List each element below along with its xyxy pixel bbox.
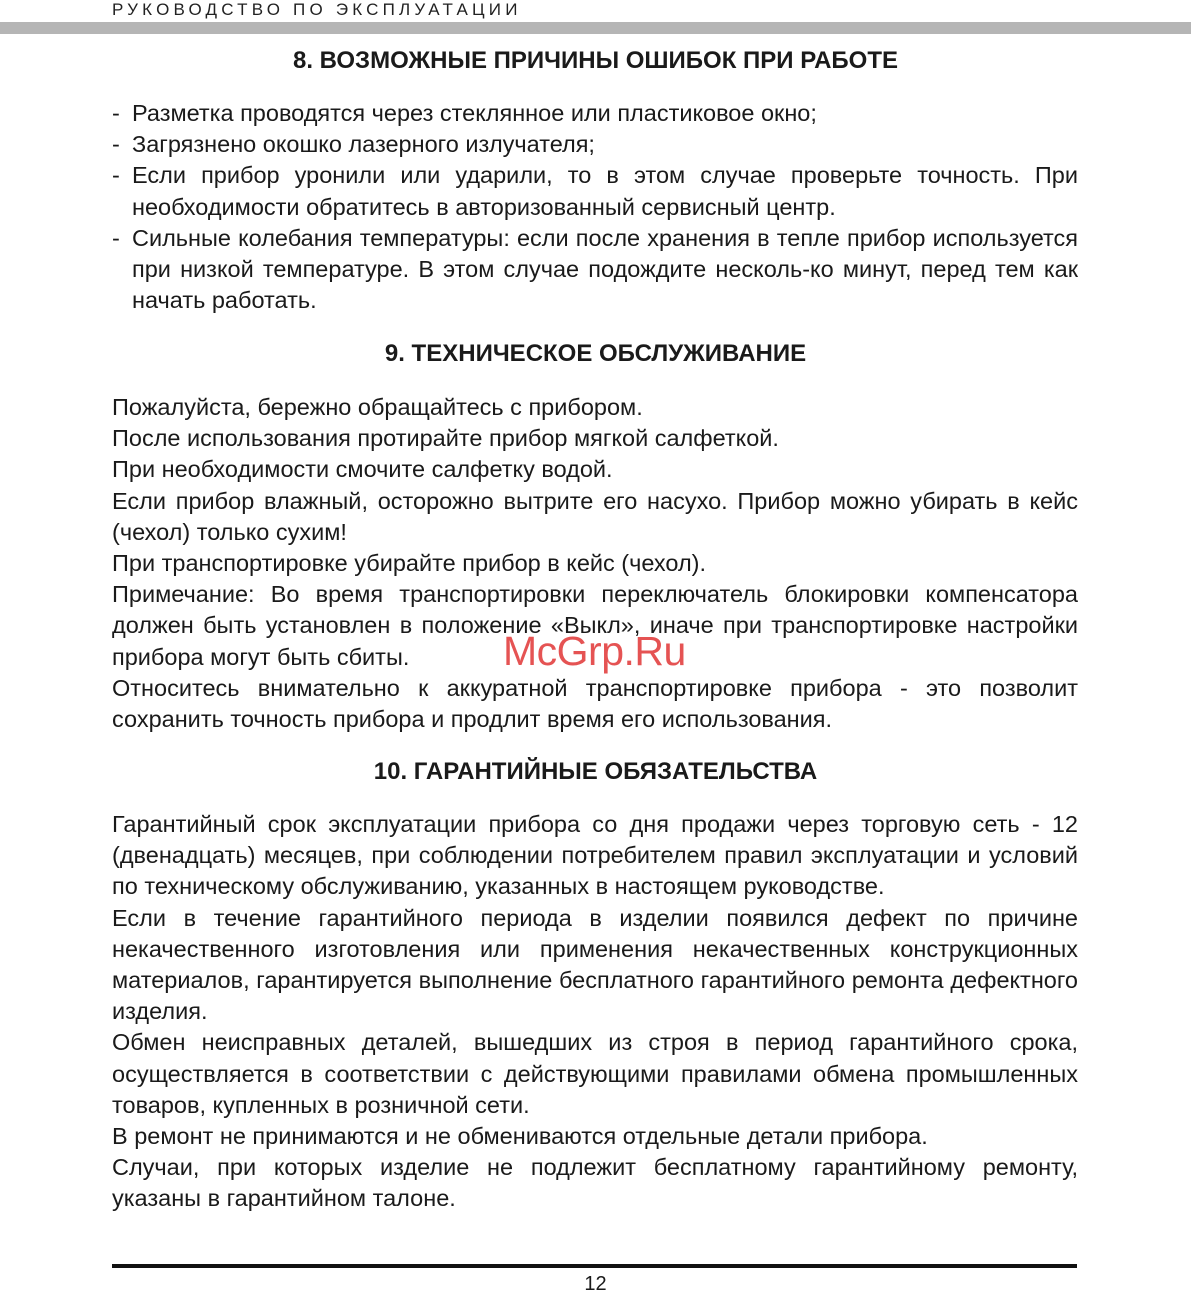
footer-rule [112, 1264, 1077, 1268]
paragraph: При необходимости смочите салфетку водой. [112, 456, 613, 483]
watermark: McGrp.Ru [503, 628, 686, 674]
section-8-title: 8. ВОЗМОЖНЫЕ ПРИЧИНЫ ОШИБОК ПРИ РАБОТЕ [292, 47, 899, 74]
running-header: РУКОВОДСТВО ПО ЭКСПЛУАТАЦИИ [112, 0, 522, 19]
section-9-body [112, 392, 1078, 735]
paragraph: Если в течение гарантийного периода в изделии появился дефект по причине некачественного изготовления или применения некачественных конструкционных материалов, гарантируется выполнение бесплатного гарантийного ремонта дефектного изделия. [112, 904, 1078, 1025]
paragraph: Случаи, при которых изделие не подлежит бесплатному гарантийному ремонту, указаны в гарантийном талоне. [112, 1154, 1078, 1212]
section-10-title: 10. ГАРАНТИЙНЫЕ ОБЯЗАТЕЛЬСТВА [373, 758, 818, 785]
paragraph: В ремонт не принимаются и не обмениваются отдельные детали прибора. [112, 1123, 928, 1150]
header-rule [0, 22, 1191, 34]
section-9-title: 9. ТЕХНИЧЕСКОЕ ОБСЛУЖИВАНИЕ [384, 340, 807, 367]
paragraph: Если прибор влажный, осторожно вытрите его насухо. Прибор можно убирать в кейс (чехол) только сухим! [112, 487, 1078, 545]
list-dash: - [112, 131, 120, 158]
paragraph: При транспортировке убирайте прибор в кейс (чехол). [112, 550, 707, 577]
list-item [112, 98, 1078, 129]
paragraph: После использования протирайте прибор мягкой салфеткой. [112, 425, 779, 452]
list-item-text: Разметка проводятся через стеклянное или пластиковое окно; [132, 100, 817, 126]
section-10-body [112, 809, 1078, 1215]
list-item [112, 160, 1078, 222]
list-item [112, 129, 1078, 160]
paragraph: Относитесь внимательно к аккуратной транспортировке прибора - это позволит сохранить точность прибора и продлит время его использования. [112, 674, 1078, 733]
list-item-text: Загрязнено окошко лазерного излучателя; [132, 131, 595, 158]
paragraph: Примечание: Во время транспортировки переключатель блокировки компенсатора должен быть установлен в положение «Выкл», иначе при транспортировке настройки прибора могут быть сбиты. [112, 581, 1078, 670]
paragraph: Обмен неисправных деталей, вышедших из строя в период гарантийного срока, осуществляется в соответствии с действующими правилами обмена промышленных товаров, купленных в розничной сети. [112, 1029, 1078, 1118]
paragraph: Гарантийный срок эксплуатации прибора со дня продажи через торговую сеть - 12 (двенадцать) месяцев, при соблюдении потребителем правил эксплуатации и условий по техническому обслуживанию, указанных в настоящем руководстве. [112, 811, 1078, 900]
list-dash: - [112, 162, 120, 189]
list-dash: - [112, 224, 120, 251]
list-item [112, 223, 1078, 317]
section-8-list [112, 98, 1078, 316]
list-item-text: Сильные колебания температуры: если после хранения в тепле прибор используется при низкой температуре. В этом случае подождите несколь-ко минут, перед тем как начать работать. [132, 224, 1078, 314]
list-dash: - [112, 100, 120, 126]
page-number: 12 [584, 1273, 607, 1295]
paragraph: Пожалуйста, бережно обращайтесь с прибором. [112, 394, 643, 420]
list-item-text: Если прибор уронили или ударили, то в этом случае проверьте точность. При необходимости обратитесь в авторизованный сервисный центр. [132, 162, 1078, 220]
